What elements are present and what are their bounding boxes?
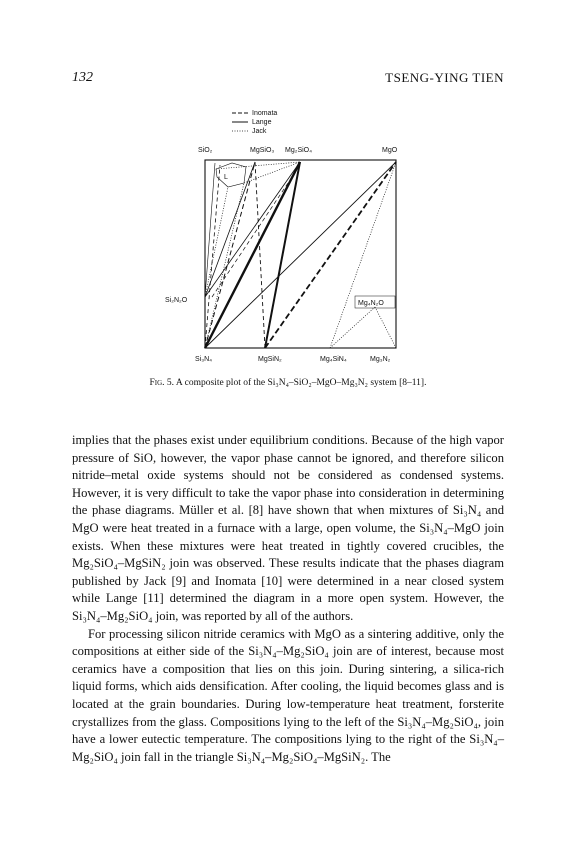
label-si3n4: Si₃N₄ (195, 356, 212, 363)
join-sio2-mg2sio4-dotted (216, 162, 300, 169)
label-mgo: MgO (382, 147, 398, 154)
join-si2n2o-mg2sio4 (205, 162, 300, 297)
join-si3n4-mgo (205, 162, 396, 348)
label-mgsio3: MgSiO₃ (250, 147, 275, 154)
join-mgsin2-mgsio3-dashed (255, 162, 265, 348)
legend-label-jack: Jack (252, 128, 267, 135)
join-si2n2o-sio2 (205, 163, 215, 297)
label-mgsin2: MgSiN₂ (258, 356, 282, 363)
phase-diagram (160, 105, 430, 370)
body-text (72, 432, 504, 766)
label-sio2: SiO₂ (198, 147, 213, 154)
join-si2n2o-mgsio3 (205, 162, 255, 297)
body-paragraph-2: For processing silicon nitride ceramics with MgO as a sintering additive, only the compositions at either side of the Si₃N₄–Mg₂SiO₄ join are of interest, because most ceramics have a composition that lies on this join. During sintering, a silica-rich liquid forms, which aids densification. After cooling, the liquid becomes glass and is located at the grain boundaries. During low-temperature heat treatment, forsterite crystallizes from the glass. Compositions lying to the left of the Si₃N₄–Mg₂SiO₄, join have a lower eutectic temperature. The compositions lying to the right of the Si₃N₄–Mg₂SiO₄ join fall in the triangle Si₃N₄–Mg₂SiO₄–MgSiN₂. The (72, 626, 504, 764)
figure-caption-label: Fig. 5. (149, 378, 175, 388)
phase-diagram-figure (160, 105, 430, 370)
label-mg3n2: Mg₃N₂ (370, 356, 391, 363)
join-mg4n2o-mg3n2-dotted (375, 307, 396, 348)
join-mg4sin4-mg4n2o-dotted (330, 307, 375, 348)
figure-caption (72, 378, 504, 388)
liquid-label: L (224, 174, 228, 181)
join-mg4sin4-mgo-dotted (330, 162, 396, 348)
label-mg4sin4: Mg₄SiN₄ (320, 356, 347, 363)
join-mgsin2-mg2sio4 (265, 162, 300, 348)
label-mg4n2o: Mg₄N₂O (358, 300, 384, 307)
figure-caption-text: A composite plot of the Si₃N₄–SiO₂–MgO–Mg₃N₂ system [8–11]. (175, 378, 427, 388)
label-si2n2o: Si₂N₂O (165, 297, 188, 304)
legend-label-inomata: Inomata (252, 110, 278, 117)
page-number: 132 (72, 70, 93, 85)
label-mg2sio4: Mg₂SiO₄ (285, 147, 312, 154)
join-si3n4-mg2sio4 (205, 162, 300, 348)
body-paragraph-1: implies that the phases exist under equilibrium conditions. Because of the high vapor pressure of SiO, however, the vapor phase cannot be ignored, and therefore silicon nitride–metal oxide systems should not be considered as condensed systems. However, it is very difficult to take the vapor phase into consideration in determining the phase diagrams. Müller et al. [8] have shown that when mixtures of Si₃N₄ and MgO were heat treated in a furnace with a large, open volume, the Si₃N₄–MgO join exists. When these mixtures were heat treated in tightly covered crucibles, the Mg₂SiO₄–MgSiN₂ join was observed. These results indicate that the phases diagram published by Jack [9] and Inomata [10] were determined in a near closed system while Lange [11] determined the diagram in a more open system. However, the Si₃N₄–Mg₂SiO₄ join, was reported by all of the authors. (72, 433, 504, 623)
running-head: TSENG-YING TIEN (385, 70, 504, 85)
legend-label-lange: Lange (252, 119, 272, 126)
